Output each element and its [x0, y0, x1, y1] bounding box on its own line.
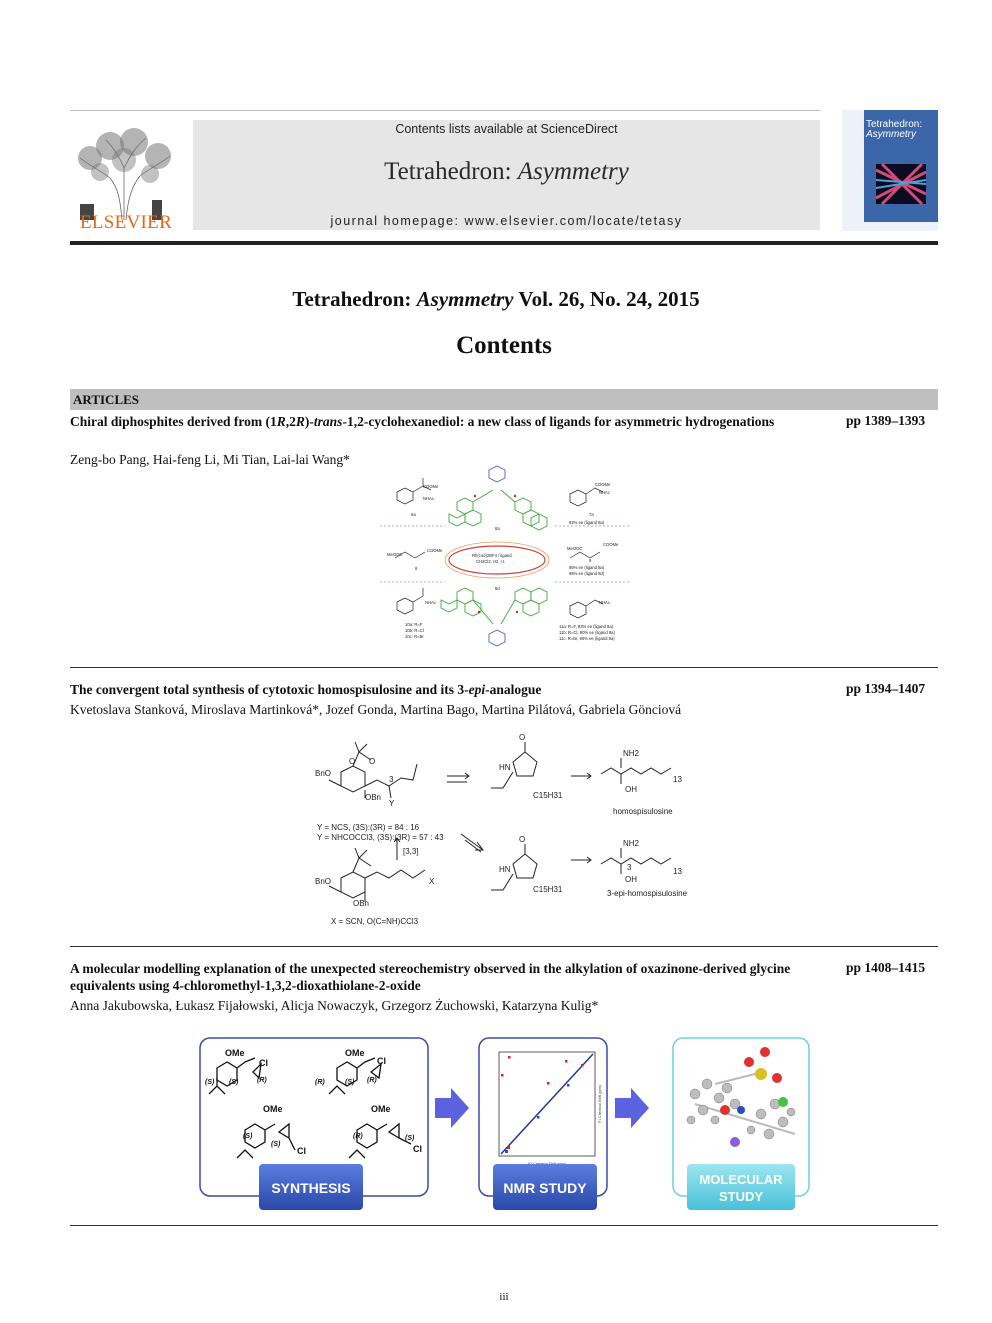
journal-cover-image [842, 110, 938, 231]
ga2-obn-2: OBn [353, 899, 370, 908]
ga1-ee-9b: 95% ee (ligand 8d) [569, 571, 605, 576]
ga3-s-3: (S) [345, 1079, 355, 1086]
ga1-coome-3: COOMe [595, 482, 611, 487]
ga3-cl-3: Cl [297, 1146, 306, 1156]
ga1-nhac-3: NHAc [599, 490, 610, 495]
ga3-cl-4: Cl [413, 1144, 422, 1154]
arrow-1 [435, 1088, 469, 1128]
ga1-label-8d: 8d [495, 586, 500, 591]
ga1-label-10b: 10b: R=Cl [405, 628, 424, 633]
nmr-study-label: NMR STUDY [503, 1180, 587, 1196]
article-1-divider [70, 667, 938, 668]
article-1-title[interactable]: Chiral diphosphites derived from (1R,2R)-trans-1,2-cyclohexanediol: a new class of ligands for asymmetric hydrogenations [70, 414, 775, 429]
nmr-y-axis-label: F1 Chemical Shift (ppm) [598, 1085, 602, 1123]
ga1-label-11a: 11a: R=F, 93% ee (ligand 8a) [559, 624, 614, 629]
ga3-s-6: (S) [405, 1135, 415, 1142]
ga1-coome-1: COOMe [423, 484, 439, 489]
article-3-pages: pp 1408–1415 [846, 960, 926, 975]
ga3-r-4: (R) [353, 1133, 363, 1140]
journal-name: Tetrahedron: Asymmetry [384, 158, 629, 185]
ga2-o-1: O [349, 757, 356, 766]
ga2-o-2: O [369, 757, 376, 766]
ga2-bno-2: BnO [315, 877, 332, 886]
article-2-title[interactable]: The convergent total synthesis of cytotoxic homospisulosine and its 3-epi-analogue [70, 682, 542, 697]
article-2-authors: Kvetoslava Stanková, Miroslava Martinková*, Jozef Gonda, Martina Bago, Martina Pilátová, Gabriela Gönciová [70, 702, 682, 717]
ga1-nhac-2: NHAc [425, 600, 436, 605]
ga1-label-8: 8 [415, 566, 418, 571]
ga2-nh2-2: NH2 [623, 839, 640, 848]
ga3-ome-3: OMe [263, 1104, 283, 1114]
ga1-label-11c: 11c: R=Br, 90% ee (ligand 8a) [559, 636, 615, 641]
ga1-label-6a: 6a [411, 512, 416, 517]
ga2-rearrangement: [3,3] [403, 847, 419, 856]
ga2-o-4: O [519, 835, 526, 844]
ga1-conditions-1: Rh(cod)2BF4 / ligand [472, 553, 512, 558]
section-label: ARTICLES [73, 392, 140, 407]
contents-heading: Contents [456, 332, 552, 359]
ga2-3-b: 3 [627, 863, 632, 872]
ga2-y: Y [389, 799, 395, 808]
article-2-pages: pp 1394–1407 [846, 681, 926, 696]
ga1-label-10a: 10a: R=F [405, 622, 423, 627]
ga1-conditions-2: CH2Cl2, H2, r.t. [476, 559, 506, 564]
molecular-study-label-1: MOLECULAR [699, 1172, 783, 1187]
ga1-coome-4: COOMe [603, 542, 619, 547]
article-1-pages: pp 1389–1393 [846, 413, 926, 428]
ga3-r-2: (R) [315, 1079, 325, 1086]
ga3-ome-1: OMe [225, 1048, 245, 1058]
ga2-oh-1: OH [625, 785, 637, 794]
ga1-label-10c: 10c: R=Br [405, 634, 424, 639]
availability-text: Contents lists available at ScienceDirect [395, 122, 618, 136]
article-3-authors: Anna Jakubowska, Łukasz Fijałowski, Alicja Nowaczyk, Grzegorz Żuchowski, Katarzyna Kulig* [70, 998, 599, 1013]
ga2-hn-2: HN [499, 865, 511, 874]
ga3-s-5: (S) [271, 1141, 281, 1148]
ga2-nh2-1: NH2 [623, 749, 640, 758]
ga1-coome-2: COOMe [427, 548, 443, 553]
ga2-homospisulosine: homospisulosine [613, 807, 673, 816]
header-divider [70, 241, 938, 245]
ga2-hn-1: HN [499, 763, 511, 772]
article-3-divider [70, 1225, 938, 1226]
arrow-2 [615, 1088, 649, 1128]
ga1-meooc: MeOOC [387, 552, 403, 557]
ga1-nhac-4: NHAc [599, 600, 610, 605]
ga1-ee-9a: 95% ee (ligand 8a) [569, 565, 605, 570]
ga2-obn-1: OBn [365, 793, 382, 802]
ga2-x-definition: X = SCN, O(C=NH)CCl3 [331, 917, 419, 926]
ga2-o-3: O [519, 733, 526, 742]
synthesis-label: SYNTHESIS [271, 1180, 351, 1196]
article-2-graphical-abstract [305, 730, 705, 930]
ga2-epi-homospisulosine: 3-epi-homospisulosine [607, 889, 688, 898]
ga2-13-a: 13 [673, 775, 682, 784]
ga3-s-1: (S) [205, 1079, 215, 1086]
ga3-cl-2: Cl [377, 1056, 386, 1066]
cover-title: Tetrahedron: Asymmetry [866, 119, 923, 140]
elsevier-wordmark: ELSEVIER [79, 212, 173, 233]
ga1-meooc-2: MeOOC [567, 546, 583, 551]
ga1-nhac-1: NHAc [423, 496, 434, 501]
ga1-label-7a: 7a [589, 512, 594, 517]
ga3-r-1: (R) [257, 1077, 267, 1084]
cover-artwork [842, 110, 938, 231]
section-header-articles [70, 389, 938, 410]
article-3-graphical-abstract [195, 1034, 815, 1219]
ga3-s-4: (S) [243, 1133, 253, 1140]
molecular-study-label-2: STUDY [718, 1189, 764, 1204]
article-1-graphical-abstract [375, 462, 635, 662]
ga2-bno-1: BnO [315, 769, 332, 778]
ga3-cl-1: Cl [259, 1058, 268, 1068]
ga1-label-9: 9 [589, 558, 592, 563]
ga3-ome-4: OMe [371, 1104, 391, 1114]
ga1-ee-7a: 92% ee (ligand 8a) [569, 520, 605, 525]
ga2-13-b: 13 [673, 867, 682, 876]
ga2-ratio-2: Y = NHCOCCl3, (3S):(3R) = 57 : 43 [317, 833, 444, 842]
issue-title: Tetrahedron: Asymmetry Vol. 26, No. 24, 2015 [292, 287, 700, 311]
ga3-r-3: (R) [367, 1077, 377, 1084]
journal-homepage-link[interactable]: journal homepage: www.elsevier.com/locate/tetasy [330, 214, 683, 228]
ga2-3-a: 3 [389, 775, 394, 784]
ga3-s-2: (S) [229, 1079, 239, 1086]
ga2-x: X [429, 877, 435, 886]
ga2-c15-1: C15H31 [533, 791, 563, 800]
ga2-oh-2: OH [625, 875, 637, 884]
ga3-ome-2: OMe [345, 1048, 365, 1058]
article-1-authors: Zeng-bo Pang, Hai-feng Li, Mi Tian, Lai-lai Wang* [70, 452, 350, 467]
journal-header [193, 120, 820, 230]
ga2-ratio-1: Y = NCS, (3S):(3R) = 84 : 16 [317, 823, 420, 832]
ga1-label-11b: 11b: R=Cl, 90% ee (ligand 8a) [559, 630, 615, 635]
header-top-rule [70, 110, 820, 111]
article-2-divider [70, 946, 938, 947]
ga2-c15-2: C15H31 [533, 885, 563, 894]
ga1-label-8a: 8a [495, 526, 500, 531]
article-3-title[interactable]: A molecular modelling explanation of the unexpected stereochemistry observed in the alkylation of oxazinone-derived glycine equivalents using 4-chloromethyl-1,3,2-dioxathiolane-2-oxide [70, 961, 791, 993]
page-number: iii [499, 1291, 509, 1303]
